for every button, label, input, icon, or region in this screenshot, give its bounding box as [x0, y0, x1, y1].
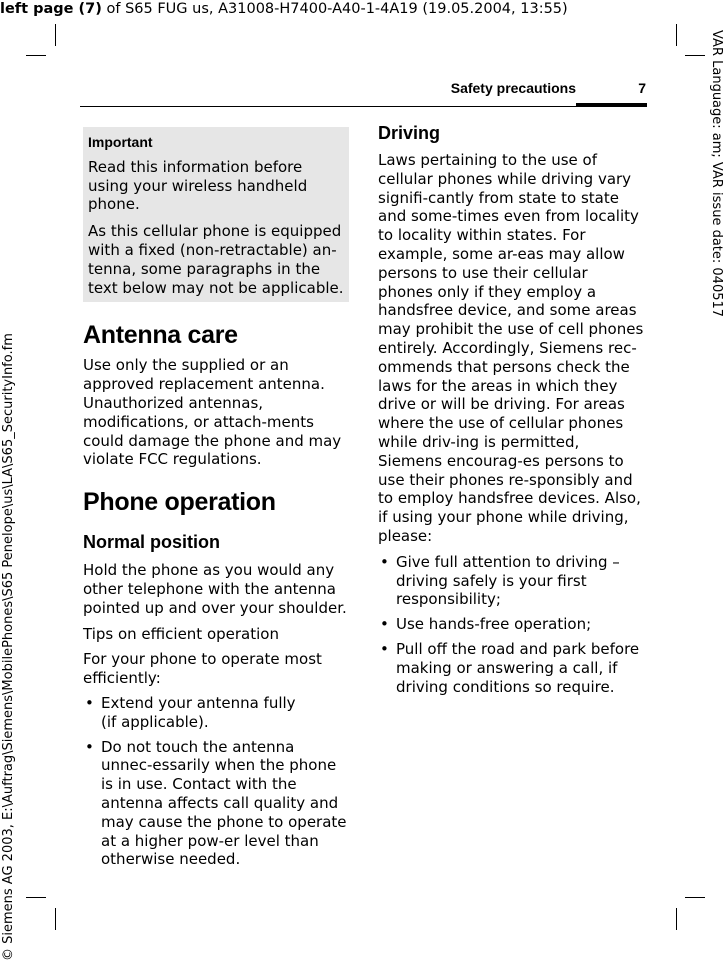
- normal-position-heading: Normal position: [83, 532, 221, 553]
- important-box: [83, 127, 349, 302]
- crop-mark: [685, 55, 705, 56]
- driving-text: Laws pertaining to the use of cellular phones while driving vary signifi-cantly from state to state and some-times even from locality to locality within states. For example, some ar-eas may allow persons to use their cellular phones only if they employ a handsfree device, and some areas may prohibit the use of cell phones entirely. Accordingly, Siemens rec-ommends that persons check the laws for the areas in which they drive or will be driving. For areas where the use of cellular phones while driv-ing is permitted, Siemens encourag-es persons to use their phones re-sponsibly and to employ handsfree devices. Also, if using your phone while driving, please:: [378, 151, 644, 545]
- list-item: • Do not touch the antenna unnec-essarily when the phone is in use. Contact with the antenna affects call quality and may cause the phone to operate at a higher pow-er level than otherwise needed.: [83, 738, 349, 870]
- antenna-care-heading: Antenna care: [83, 321, 238, 350]
- side-note-right: VAR Language: am; VAR issue date: 040517: [709, 30, 724, 318]
- page-number: 7: [638, 80, 646, 96]
- normal-position-text: Hold the phone as you would any other telephone with the antenna pointed up and over your shoulder.: [83, 561, 347, 617]
- crop-mark: [685, 897, 705, 898]
- right-column: [378, 122, 646, 702]
- side-note-left: © Siemens AG 2003, E:\Auftrag\Siemens\MobilePhones\S65 Penelope\us\LA\S65_SecurityInfo.fm: [1, 333, 16, 961]
- header-rule-accent: [576, 103, 647, 107]
- crop-mark: [26, 55, 46, 56]
- list-item: • Extend your antenna fully (if applicable).: [83, 694, 349, 732]
- left-column: [83, 127, 349, 875]
- list-item: • Give full attention to driving – driving safely is your first responsibility;: [378, 553, 646, 609]
- crop-mark: [26, 897, 46, 898]
- running-header-title: Safety precautions: [450, 80, 576, 96]
- important-heading: Important: [88, 134, 153, 150]
- efficiency-intro: For your phone to operate most efficiently:: [83, 650, 322, 688]
- print-meta-line: [0, 0, 568, 18]
- important-paragraph: As this cellular phone is equipped with a fixed (non-retractable) an-tenna, some paragraphs in the text below may not be applicable.: [88, 222, 344, 297]
- list-item: • Pull off the road and park before making or answering a call, if driving conditions so require.: [378, 640, 646, 696]
- header-rule: [80, 106, 647, 107]
- crop-mark: [55, 908, 56, 930]
- tips-label: Tips on efficient operation: [83, 624, 279, 643]
- antenna-care-text: Use only the supplied or an approved replacement antenna. Unauthorized antennas, modifications, or attach-ments could damage the phone and may violate FCC regulations.: [83, 356, 342, 469]
- print-meta-info: of S65 FUG us, A31008-H7400-A40-1-4A19 (19.05.2004, 13:55): [101, 1, 568, 17]
- efficiency-list: [83, 694, 349, 869]
- crop-mark: [55, 24, 56, 46]
- crop-mark: [676, 24, 677, 46]
- print-meta-page: left page (7): [0, 1, 102, 17]
- driving-list: [378, 553, 646, 697]
- crop-mark: [676, 908, 677, 930]
- important-paragraph: Read this information before using your wireless handheld phone.: [88, 157, 308, 214]
- list-item: • Use hands-free operation;: [378, 615, 646, 634]
- driving-heading: Driving: [378, 123, 441, 143]
- phone-operation-heading: Phone operation: [83, 488, 276, 517]
